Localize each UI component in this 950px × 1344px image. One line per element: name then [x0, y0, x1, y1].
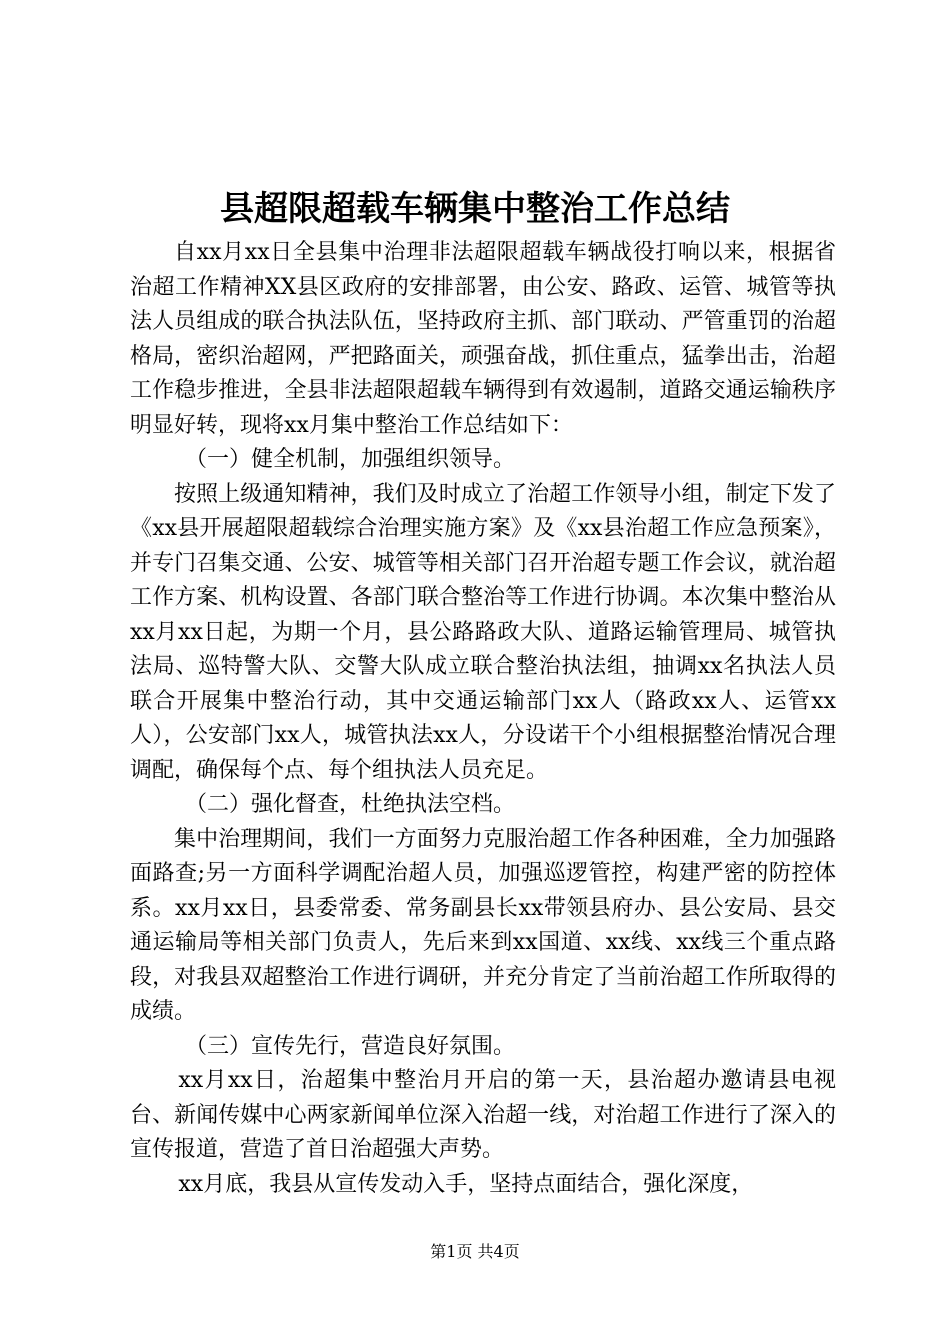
intro-paragraph: 自xx月xx日全县集中治理非法超限超载车辆战役打响以来，根据省治超工作精神XX县区政府的安排部署，由公安、路政、运管、城管等执法人员组成的联合执法队伍，坚持政府主抓、部门联动、严管重罚的治超格局，密织治超网，严把路面关，顽强奋战，抓住重点，猛拳出击，治超工作稳步推进，全县非法超限超载车辆得到有效遏制，道路交通运输秩序明显好转，现将xx月集中整治工作总结如下： [130, 240, 836, 438]
section-paragraph-2: 集中治理期间，我们一方面努力克服治超工作各种困难，全力加强路面路查;另一方面科学调配治超人员，加强巡逻管控，构建严密的防控体系。xx月xx日，县委常委、常务副县长xx带领县府办、县公安局、县交通运输局等相关部门负责人，先后来到xx国道、xx线、xx线三个重点路段，对我县双超整治工作进行调研，并充分肯定了当前治超工作所取得的成绩。 [130, 826, 836, 1024]
section-paragraph-4: xx月底，我县从宣传发动入手，坚持点面结合，强化深度， [178, 1171, 754, 1197]
document-body [130, 236, 836, 1202]
page-number-footer: 第1页 共4页 [430, 1242, 520, 1261]
section-paragraph-3: xx月xx日，治超集中整治月开启的第一天，县治超办邀请县电视台、新闻传媒中心两家新闻单位深入治超一线，对治超工作进行了深入的宣传报道，营造了首日治超强大声势。 [130, 1068, 836, 1162]
section-heading-1: （一）健全机制，加强组织领导。 [185, 447, 516, 472]
section-paragraph-1: 按照上级通知精神，我们及时成立了治超工作领导小组，制定下发了《xx县开展超限超载综合治理实施方案》及《xx县治超工作应急预案》，并专门召集交通、公安、城管等相关部门召开治超专题工作会议，就治超工作方案、机构设置、各部门联合整治等工作进行协调。本次集中整治从xx月xx日起，为期一个月，县公路路政大队、道路运输管理局、城管执法局、巡特警大队、交警大队成立联合整治执法组，抽调xx名执法人员联合开展集中整治行动，其中交通运输部门xx人（路政xx人、运管xx人），公安部门xx人，城管执法xx人，分设诺干个小组根据整治情况合理调配，确保每个点、每个组执法人员充足。 [130, 481, 836, 783]
document-title: 县超限超载车辆集中整治工作总结 [220, 189, 730, 229]
section-heading-3: （三）宣传先行，营造良好氛围。 [185, 1033, 516, 1059]
section-heading-2: （二）强化督查，杜绝执法空档。 [185, 792, 516, 817]
